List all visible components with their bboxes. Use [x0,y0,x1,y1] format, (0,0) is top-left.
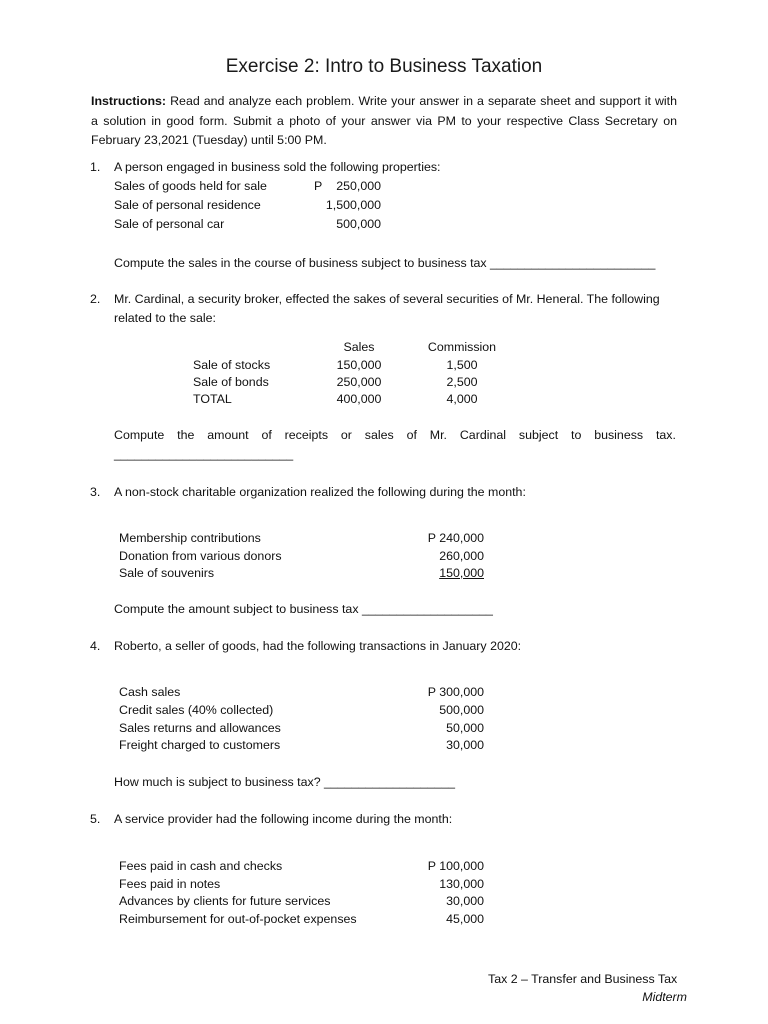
q1-row-label: Sale of personal car [114,217,225,231]
instructions-paragraph [91,92,677,151]
q2-prompt-word: or [340,428,352,442]
q4-row-label: Cash sales [119,685,181,699]
q3-row-amount: 260,000 [439,549,484,563]
q2-prompt-word: of [406,428,417,442]
q4-row-amount: 500,000 [439,703,484,717]
q5-row-label: Advances by clients for future services [119,894,331,908]
q5-row-label: Reimbursement for out-of-pocket expenses [119,912,357,926]
q3-row-label: Sale of souvenirs [119,566,215,580]
q3-row-label: Donation from various donors [119,549,282,563]
q2-row-sales: 400,000 [336,392,382,406]
q3-row-amount: 150,000 [439,566,484,580]
q2-prompt-word: to [571,428,582,442]
q2-row-commission: 4,000 [446,392,478,406]
q5-row-label: Fees paid in notes [119,877,221,891]
q3-row-amount: P 240,000 [427,531,484,545]
q2-row-sales: 150,000 [336,358,382,372]
q2-prompt-word: receipts [284,428,329,442]
q5-row-amount: 30,000 [446,894,484,908]
q2-prompt-word: of [261,428,272,442]
q3-number: 3. [90,485,101,499]
q2-prompt-word: the [177,428,195,442]
q1-prompt: Compute the sales in the course of business subject to business tax ________________________ [114,256,656,270]
q5-row-amount: 45,000 [446,912,484,926]
q2-number: 2. [90,292,101,306]
footer-term: Midterm [642,990,687,1004]
q5-row-amount: P 100,000 [427,859,484,873]
page-title: Exercise 2: Intro to Business Taxation [225,56,543,77]
q2-prompt-word: tax. [655,428,676,442]
q2-prompt-word: amount [207,428,249,442]
q2-prompt [114,426,676,445]
q4-row-amount: 50,000 [446,721,484,735]
q2-prompt-word: subject [518,428,559,442]
q1-row-amount: 500,000 [336,217,381,231]
q1-row-amount: 250,000 [336,179,381,193]
q2-row-sales: 250,000 [336,375,382,389]
q1-row-label: Sale of personal residence [114,198,261,212]
q2-prompt-word: Compute [114,428,165,442]
q3-row-label: Membership contributions [119,531,261,545]
q1-row-currency: P [314,179,323,193]
q2-answer-blank: __________________________ [114,447,294,461]
q2-row-label: Sale of bonds [193,375,269,389]
instructions-label: Instructions: [91,94,167,108]
q5-row-label: Fees paid in cash and checks [119,859,283,873]
q4-row-label: Freight charged to customers [119,738,281,752]
q5-row-amount: 130,000 [439,877,484,891]
q2-header-commission: Commission [427,340,497,354]
q4-row-label: Sales returns and allowances [119,721,281,735]
q1-row-amount: 1,500,000 [325,198,381,212]
q2-stem-line1: Mr. Cardinal, a security broker, effected the sakes of several securities of Mr. Heneral. The following [114,292,660,306]
q2-prompt-word: Cardinal [459,428,507,442]
q4-row-amount: P 300,000 [427,685,484,699]
q4-row-label: Credit sales (40% collected) [119,703,274,717]
q1-number: 1. [90,160,101,174]
q1-stem: A person engaged in business sold the following properties: [114,160,441,174]
q2-prompt-word: business [594,428,644,442]
q2-prompt-word: Mr. [429,428,447,442]
q1-row-label: Sales of goods held for sale [114,179,267,193]
q5-stem: A service provider had the following income during the month: [114,812,453,826]
q4-stem: Roberto, a seller of goods, had the following transactions in January 2020: [114,639,522,653]
footer-course: Tax 2 – Transfer and Business Tax [488,972,678,986]
q3-stem: A non-stock charitable organization realized the following during the month: [114,485,526,499]
q4-row-amount: 30,000 [446,738,484,752]
q2-row-label: TOTAL [193,392,232,406]
q2-header-sales: Sales [343,340,375,354]
q3-prompt: Compute the amount subject to business tax ___________________ [114,602,493,616]
q4-prompt: How much is subject to business tax? ___________________ [114,775,455,789]
instructions-text: Read and analyze each problem. Write your answer in a separate sheet and support it with a solution in good form. Submit a photo of your answer via PM to your respective Class Secretary on February 23,2021 (Tuesday) until 5:00 PM. [91,94,677,147]
q2-row-label: Sale of stocks [193,358,271,372]
q5-number: 5. [90,812,101,826]
q2-row-commission: 1,500 [446,358,478,372]
q2-prompt-word: sales [364,428,394,442]
q2-stem-line2: related to the sale: [114,311,216,325]
q4-number: 4. [90,639,101,653]
q2-row-commission: 2,500 [446,375,478,389]
